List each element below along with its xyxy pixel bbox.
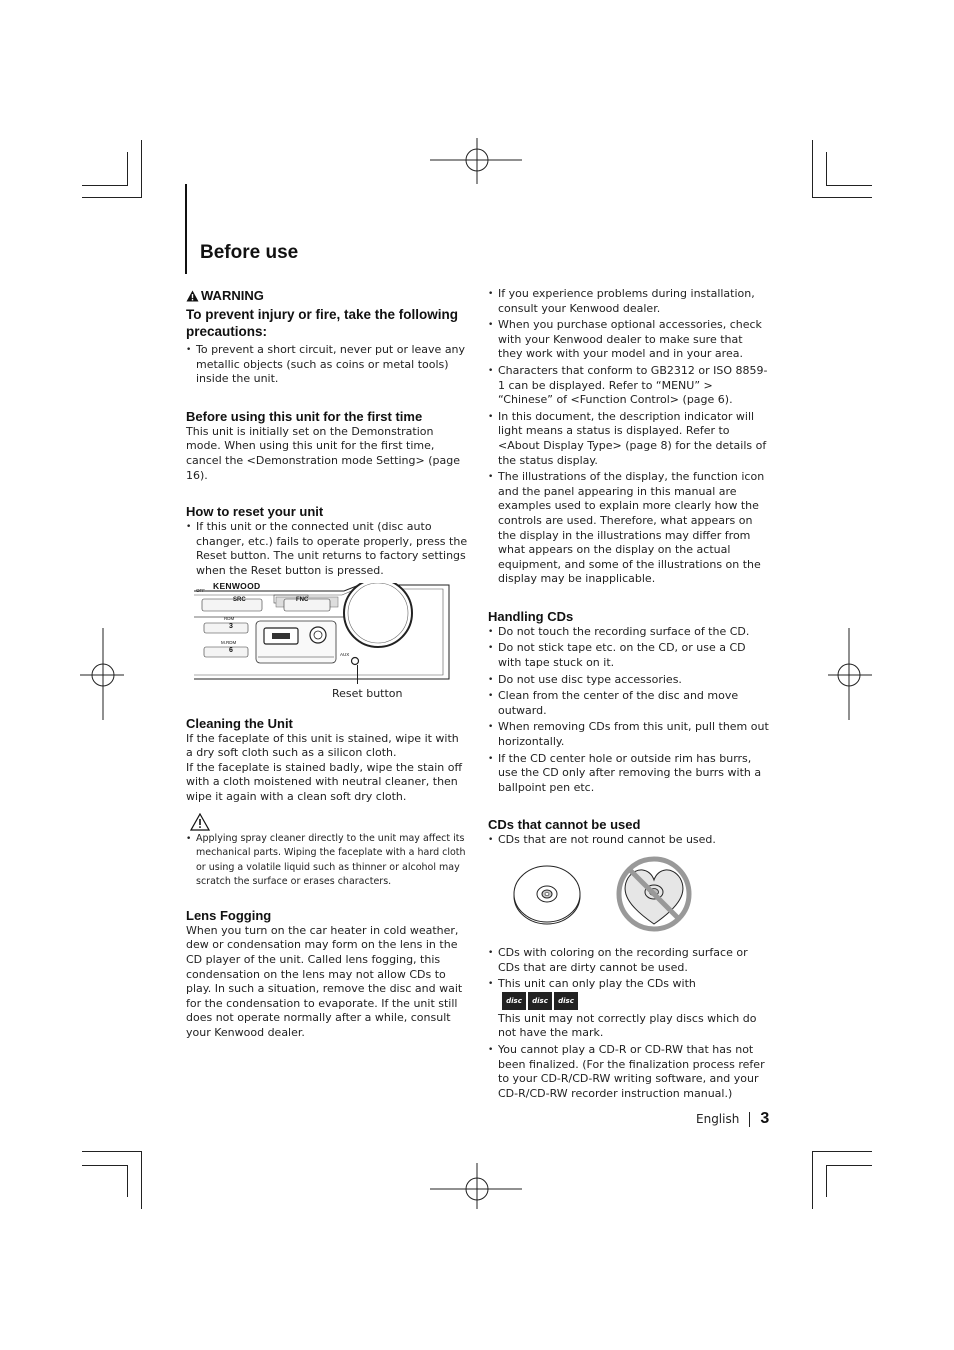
cleaning-heading: Cleaning the Unit <box>186 715 293 731</box>
heart-disc-prohibited-icon <box>614 854 694 934</box>
compact-disc-text-logo-icon: disc <box>528 992 552 1010</box>
handling-list <box>488 625 770 796</box>
list-item: • When removing CDs from this unit, pull them out horizontally. <box>488 720 770 749</box>
registration-target-top <box>430 138 524 186</box>
title-bar <box>185 184 187 274</box>
list-item: • Clean from the center of the disc and move outward. <box>488 689 770 718</box>
reset-callout-line <box>357 665 358 684</box>
brand-logo: KENWOOD <box>213 580 261 591</box>
cleaning-p1: If the faceplate of this unit is stained, wipe it with a dry soft cloth such as a silicon cloth. <box>186 731 459 760</box>
list-item: • Do not touch the recording surface of the CD. <box>488 625 770 640</box>
first-time-body: This unit is initially set on the Demonstration mode. When using this unit for the first time, cancel the <Demonstration mode Setting> (page 16). <box>186 424 460 482</box>
registration-target-bottom <box>430 1163 524 1211</box>
cannot-heading: CDs that cannot be used <box>488 817 641 833</box>
aux-label: AUX <box>340 651 350 657</box>
key-3-label: 3 <box>229 622 233 630</box>
registration-target-right <box>826 628 872 722</box>
disc-logos <box>502 992 578 1010</box>
first-time-heading: Before using this unit for the first time <box>186 408 423 424</box>
warning-icon <box>186 290 199 302</box>
mark-sentence: This unit can only play the CDs with <box>498 977 696 991</box>
page-footer <box>696 1110 769 1128</box>
handling-heading: Handling CDs <box>488 608 574 624</box>
warning-heading: To prevent injury or fire, take the following precautions: <box>186 307 459 339</box>
key-6-label: 6 <box>229 646 233 654</box>
fnc-button-label: FNC <box>296 596 309 603</box>
cleaning-p2: If the faceplate is stained badly, wipe the stain off with a cloth moistened with neutral cleaner, then wipe it again with a clean soft dry cloth. <box>186 760 463 803</box>
page-title: Before use <box>200 242 299 263</box>
left-column <box>186 288 468 1041</box>
mark-note: This unit may not correctly play discs which do not have the mark. <box>498 1011 757 1040</box>
list-item: • If this unit or the connected unit (disc auto changer, etc.) fails to operate properly, press the Reset button. The unit returns to factory settings when the Reset button is pressed. <box>186 520 468 578</box>
lens-body: When you turn on the car heater in cold weather, dew or condensation may form on the lens in the CD player of the unit. Called lens fogging, this condensation on the lens may not allow CDs to play. In such a situation, remove the disc and wait for the condensation to evaporate. If the unit still does not operate normally after a while, consult your Kenwood dealer. <box>186 923 463 1040</box>
list-item: • Do not stick tape etc. on the CD, or use a CD with tape stuck on it. <box>488 641 770 670</box>
lens-heading: Lens Fogging <box>186 907 272 923</box>
list-item: • Do not use disc type accessories. <box>488 673 770 688</box>
footer-language: English <box>696 1111 740 1126</box>
list-item: • CDs that are not round cannot be used. <box>488 833 770 848</box>
warning-list <box>186 343 468 387</box>
list-item: • To prevent a short circuit, never put or leave any metallic objects (such as coins or metal tools) inside the unit. <box>186 343 468 387</box>
faceplate-figure <box>186 581 468 709</box>
caution-icon <box>190 813 210 831</box>
compact-disc-rw-logo-icon: disc <box>554 992 578 1010</box>
list-item: • When you purchase optional accessories, check with your Kenwood dealer to make sure that they work with your model and in your area. <box>488 318 770 362</box>
list-item-mark <box>488 977 770 1041</box>
disc-illustrations <box>488 852 770 942</box>
list-item: • Characters that conform to GB2312 or ISO 8859-1 can be displayed. Refer to “MENU” > “Chinese” of <Function Control> (page 6). <box>488 364 770 408</box>
registration-target-left <box>80 628 126 722</box>
right-column <box>488 287 770 1103</box>
caution-list <box>186 832 468 890</box>
warning-label: WARNING <box>201 288 264 303</box>
compact-disc-logo-icon: disc <box>502 992 526 1010</box>
rdm-label: RDM <box>224 615 235 621</box>
list-item: • The illustrations of the display, the function icon and the panel appearing in this manual are examples used to explain more clearly how the controls are used. Therefore, what appears on the display in the illustrations may differ from what appears on the display on the actual equipment, and some of the illustrations on the display may be inapplicable. <box>488 470 770 587</box>
round-disc-icon <box>512 862 582 926</box>
src-button-label: SRC <box>233 596 246 603</box>
list-item: • CDs with coloring on the recording surface or CDs that are dirty cannot be used. <box>488 946 770 975</box>
mrdm-label: M.RDM <box>221 639 237 645</box>
warning-label-row <box>186 288 468 303</box>
reset-list <box>186 520 468 578</box>
list-item: • In this document, the description indicator will light means a status is displayed. Refer to <About Display Type> (page 8) for the details of the status display. <box>488 410 770 468</box>
reset-button-caption: Reset button <box>332 686 403 700</box>
cannot-list <box>488 946 770 1101</box>
page-number: 3 <box>760 1110 770 1127</box>
general-notes-list <box>488 287 770 587</box>
list-item: • If the CD center hole or outside rim has burrs, use the CD only after removing the burrs with a ballpoint pen etc. <box>488 752 770 796</box>
reset-heading: How to reset your unit <box>186 504 324 520</box>
cannot-list-top <box>488 833 770 848</box>
list-item: • Applying spray cleaner directly to the unit may affect its mechanical parts. Wiping the faceplate with a hard cloth or using a volatile liquid such as thinner or alcohol may scratch the surface or erases characters. <box>186 832 468 890</box>
list-item: • You cannot play a CD-R or CD-RW that has not been finalized. (For the finalization process refer to your CD-R/CD-RW writing software, and your CD-R/CD-RW recorder instruction manual.) <box>488 1043 770 1101</box>
list-item: • If you experience problems during installation, consult your Kenwood dealer. <box>488 287 770 316</box>
footer-divider <box>749 1112 750 1127</box>
off-label: OFF <box>196 587 205 593</box>
